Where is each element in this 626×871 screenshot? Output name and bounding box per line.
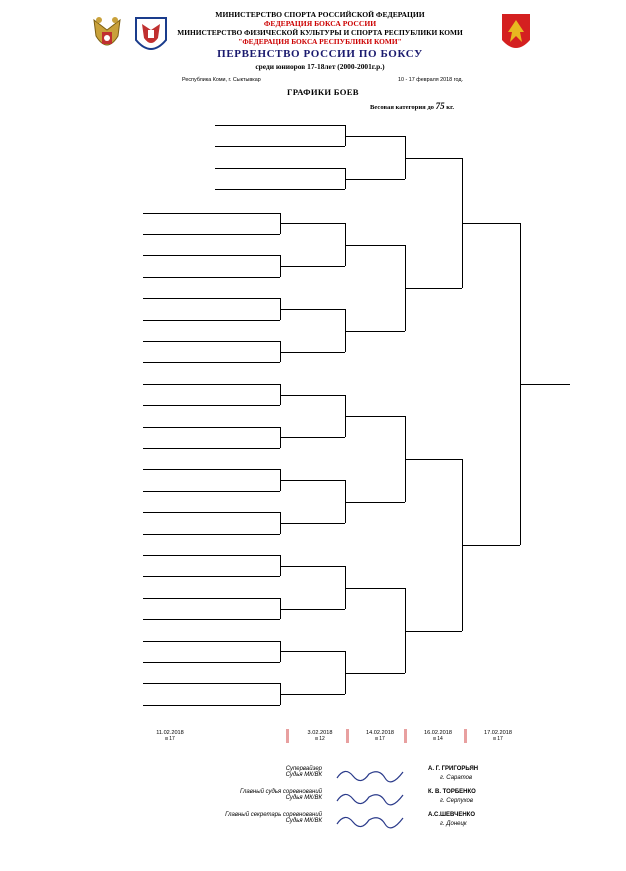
bracket-line <box>345 331 405 332</box>
bracket-line <box>280 523 345 524</box>
bracket-line <box>280 609 345 610</box>
bracket-line <box>345 502 405 503</box>
boxer-underline <box>143 277 280 278</box>
weight-category: Весовая категория до 75 кг. <box>370 101 454 111</box>
schedule-separator <box>346 729 349 743</box>
bracket-line <box>405 288 462 289</box>
boxer-underline <box>215 125 345 126</box>
boxer-underline <box>143 598 280 599</box>
signature-role-category: Судья МК/ВК <box>285 795 322 801</box>
page-title: ГРАФИКИ БОЕВ <box>287 87 359 97</box>
boxer-underline <box>143 512 280 513</box>
signature-role <box>240 789 322 801</box>
schedule-time-text: в 17 <box>375 736 385 742</box>
bracket-line <box>462 545 520 546</box>
signature-role-category: Судья МК/ВК <box>285 818 322 824</box>
bracket-line <box>345 588 405 589</box>
schedule-date <box>290 730 350 742</box>
signature-role <box>286 766 322 778</box>
championship-subtitle: среди юниоров 17-18лет (2000-2001г.р.) <box>255 62 385 71</box>
boxer-underline <box>143 384 280 385</box>
boxer-underline <box>143 619 280 620</box>
header-line-federation: ФЕДЕРАЦИЯ БОКСА РОССИИ <box>263 19 377 28</box>
boxer-underline <box>143 555 280 556</box>
header-line-ministry: МИНИСТЕРСТВО СПОРТА РОССИЙСКОЙ ФЕДЕРАЦИИ <box>215 10 425 19</box>
bracket-line <box>280 309 345 310</box>
bracket-line <box>345 136 405 137</box>
schedule-date-text: 17.02.2018 <box>484 730 512 736</box>
schedule-date-text: 14.02.2018 <box>366 730 394 736</box>
bracket-line <box>345 416 405 417</box>
boxer-underline <box>143 534 280 535</box>
signature-city: г. Серпухов <box>440 798 474 804</box>
bracket-line <box>520 384 570 385</box>
schedule-separator <box>464 729 467 743</box>
schedule-separator <box>404 729 407 743</box>
bracket-line <box>280 352 345 353</box>
signature-city: г. Саратов <box>440 775 473 781</box>
boxer-underline <box>143 448 280 449</box>
bracket-line <box>280 266 345 267</box>
bracket-line <box>345 673 405 674</box>
boxer-underline <box>143 341 280 342</box>
header-line-komi-federation: "ФЕДЕРАЦИЯ БОКСА РЕСПУБЛИКИ КОМИ" <box>238 37 402 46</box>
schedule-time-text: в 17 <box>165 736 175 742</box>
bracket-line <box>345 179 405 180</box>
bracket-line <box>405 158 462 159</box>
event-dates-text: 10 - 17 февраля 2018 год. <box>398 77 463 83</box>
schedule-date-text: 16.02.2018 <box>424 730 452 736</box>
schedule-time-text: в 12 <box>315 736 325 742</box>
signature-city: г. Донецк <box>440 821 467 827</box>
bracket-line <box>280 566 345 567</box>
signature-name: А.С.ШЕВЧЕНКО <box>428 812 476 818</box>
signature-name: А. Г. ГРИГОРЬЯН <box>428 766 479 772</box>
signature-role-title: Главный секретарь соревнований <box>225 812 322 818</box>
schedule-date <box>140 730 200 742</box>
boxer-underline <box>143 491 280 492</box>
bracket-line <box>405 459 462 460</box>
schedule-date-text: 3.02.2018 <box>307 730 333 736</box>
bracket-line <box>280 651 345 652</box>
signature-role-title: Главный судья соревнований <box>240 789 322 795</box>
schedule-date <box>468 730 528 742</box>
bracket-line <box>345 245 405 246</box>
signature-name: К. В. ТОРБЕНКО <box>428 789 476 795</box>
boxer-underline <box>143 213 280 214</box>
bracket-line <box>405 631 462 632</box>
championship-title: ПЕРВЕНСТВО РОССИИ ПО БОКСУ <box>217 48 423 60</box>
schedule-separator <box>286 729 289 743</box>
bracket-line <box>280 223 345 224</box>
schedule-date-text: 11.02.2018 <box>156 730 184 736</box>
russia-coat-of-arms-logo <box>88 14 126 58</box>
signature-role <box>225 812 322 824</box>
signature-role-category: Судья МК/ВК <box>285 772 322 778</box>
bracket-line <box>280 694 345 695</box>
boxer-underline <box>215 168 345 169</box>
schedule-date <box>350 730 410 742</box>
boxer-underline <box>143 641 280 642</box>
bracket-line <box>280 395 345 396</box>
boxer-underline <box>143 405 280 406</box>
boxer-underline <box>143 469 280 470</box>
boxer-underline <box>143 298 280 299</box>
boxer-underline <box>215 189 345 190</box>
bracket-line <box>462 223 520 224</box>
handwritten-signature-icon <box>335 764 405 784</box>
bracket-line <box>280 480 345 481</box>
boxer-underline <box>143 255 280 256</box>
boxer-underline <box>143 234 280 235</box>
komi-coat-of-arms-logo <box>500 12 532 56</box>
boxer-underline <box>143 320 280 321</box>
boxer-underline <box>143 576 280 577</box>
boxer-underline <box>143 705 280 706</box>
boxer-underline <box>143 362 280 363</box>
handwritten-signature-icon <box>335 787 405 807</box>
signature-role-title: Супервайзер <box>285 766 322 772</box>
boxer-underline <box>143 427 280 428</box>
boxer-underline <box>143 683 280 684</box>
header-line-komi-ministry: МИНИСТЕРСТВО ФИЗИЧЕСКОЙ КУЛЬТУРЫ И СПОРТА РЕСПУБЛИКИ КОМИ <box>177 28 463 37</box>
schedule-time-text: в 14 <box>433 736 443 742</box>
bracket-line <box>280 437 345 438</box>
venue-text: Республика Коми, г. Сыктывкар <box>182 77 261 83</box>
schedule-time-text: в 17 <box>493 736 503 742</box>
handwritten-signature-icon <box>335 810 405 830</box>
boxer-underline <box>215 146 345 147</box>
boxer-underline <box>143 662 280 663</box>
schedule-date <box>408 730 468 742</box>
